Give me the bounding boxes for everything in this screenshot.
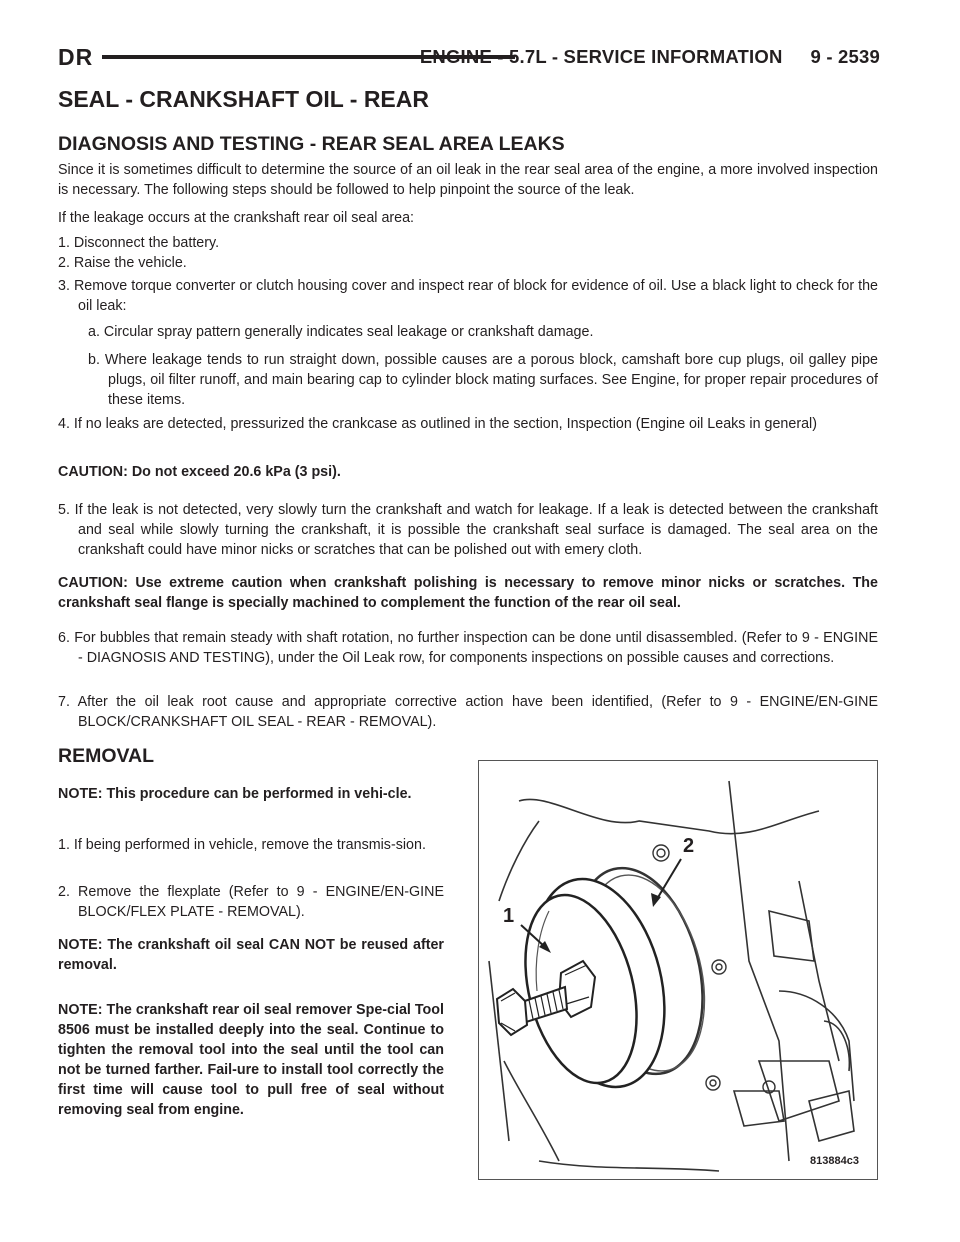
removal-note-tool: NOTE: The crankshaft rear oil seal remover Spe-cial Tool 8506 must be installed deeply into the seal. Continue to tighten the removal tool into the seal until the tool can not be turned farther. Fail-ure to install tool correctly the first time will cause tool to pull free of seal without removing seal from engine. — [58, 1002, 444, 1118]
diag-step-1: 1. Disconnect the battery. — [58, 235, 220, 251]
caution-polishing: CAUTION: Use extreme caution when crankshaft polishing is necessary to remove minor nicks or scratches. The crankshaft seal flange is specially machined to complement the function of the rear oil seal. — [58, 575, 878, 611]
diag-step-3b: b. Where leakage tends to run straight down, possible causes are a porous block, camshaft bore cup plugs, oil galley pipe plugs, oil filter runoff, and main bearing cap to cylinder block mating surfaces. See Engine, for proper repair procedures of these items. — [88, 352, 878, 408]
diag-step-4: 4. If no leaks are detected, pressurized the crankcase as outlined in the section, Inspection (Engine oil Leaks in general) — [58, 416, 817, 432]
callout-1: 1 — [503, 905, 515, 927]
callout-2: 2 — [683, 835, 695, 857]
header-title-group — [420, 46, 880, 68]
figure-id: 813884c3 — [810, 1155, 859, 1167]
diagnosis-heading: DIAGNOSIS AND TESTING - REAR SEAL AREA LEAKS — [58, 133, 565, 155]
seal-remover-figure — [478, 760, 878, 1180]
diag-step-2: 2. Raise the vehicle. — [58, 255, 187, 271]
header-section-code: DR — [58, 44, 94, 70]
page-header — [58, 44, 880, 72]
page-title: SEAL - CRANKSHAFT OIL - REAR — [58, 86, 429, 112]
diag-step-3: 3. Remove torque converter or clutch housing cover and inspect rear of block for evidence of oil. Use a black light to check for the oil leak: — [58, 278, 878, 314]
diag-step-7: 7. After the oil leak root cause and appropriate corrective action have been identified, (Refer to 9 - ENGINE/EN-GINE BLOCK/CRANKSHAFT OIL SEAL - REAR - REMOVAL). — [58, 694, 878, 730]
diagnosis-intro: Since it is sometimes difficult to determine the source of an oil leak in the rear seal area of the engine, a more involved inspection is necessary. The following steps should be followed to help pinpoint the source of the leak. — [58, 162, 878, 198]
header-title: ENGINE - 5.7L - SERVICE INFORMATION — [419, 46, 783, 67]
diag-step-5: 5. If the leak is not detected, very slowly turn the crankshaft and watch for leakage. If a leak is detected between the crankshaft and seal while slowly turning the crankshaft, it is possible the crankshaft seal surface is damaged. The seal area on the crankshaft could have minor nicks or scratches that can be polished out with emery cloth. — [58, 502, 878, 558]
diag-step-6: 6. For bubbles that remain steady with shaft rotation, no further inspection can be done until disassembled. (Refer to 9 - ENGINE - DIAGNOSIS AND TESTING), under the Oil Leak row, for components inspections on possible causes and corrections. — [58, 630, 878, 666]
diag-step-3a: a. Circular spray pattern generally indicates seal leakage or crankshaft damage. — [88, 324, 594, 340]
removal-heading: REMOVAL — [58, 745, 155, 767]
removal-note-vehicle: NOTE: This procedure can be performed in vehi-cle. — [58, 786, 412, 802]
seal-remover-illustration — [479, 761, 877, 1179]
page-number: 9 - 2539 — [810, 46, 880, 67]
removal-step-2: 2. Remove the flexplate (Refer to 9 - ENGINE/EN-GINE BLOCK/FLEX PLATE - REMOVAL). — [58, 884, 444, 920]
caution-pressure: CAUTION: Do not exceed 20.6 kPa (3 psi). — [58, 464, 341, 480]
removal-note-reuse: NOTE: The crankshaft oil seal CAN NOT be reused after removal. — [58, 937, 444, 973]
removal-step-1: 1. If being performed in vehicle, remove the transmis-sion. — [58, 837, 426, 853]
diagnosis-intro-2: If the leakage occurs at the crankshaft rear oil seal area: — [58, 210, 415, 226]
